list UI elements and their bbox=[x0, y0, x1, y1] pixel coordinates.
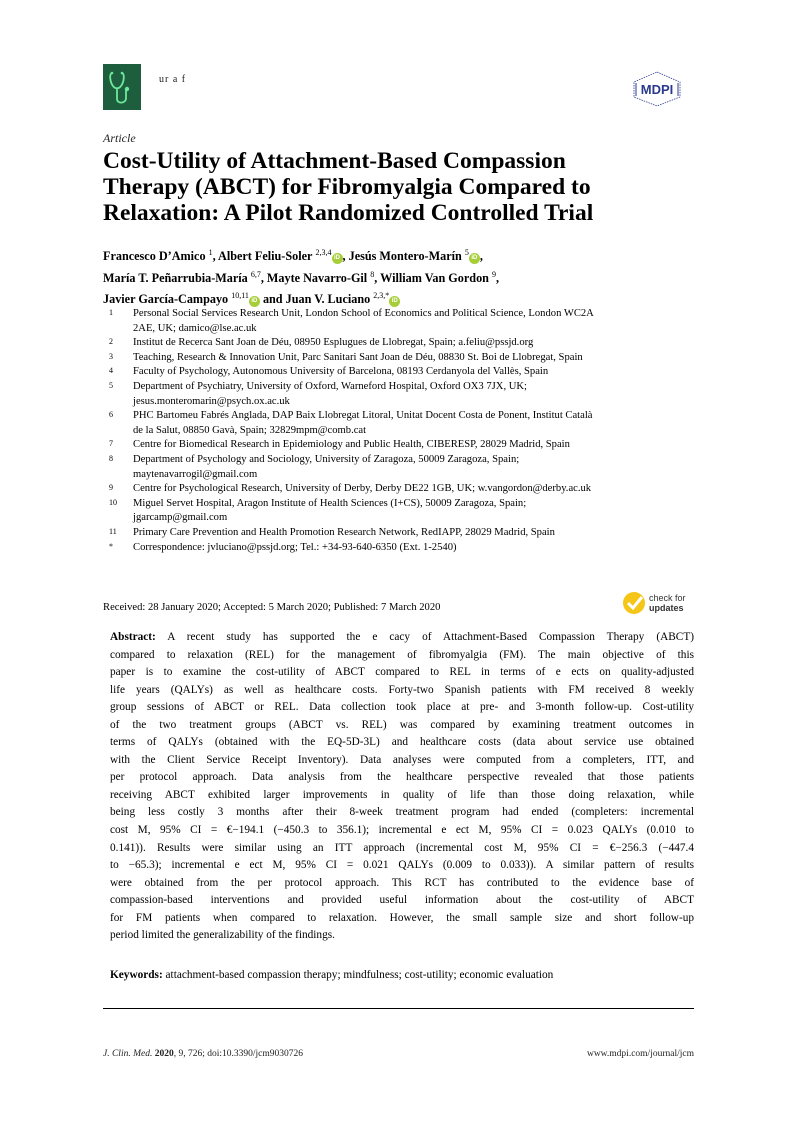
article-title bbox=[103, 148, 703, 226]
orcid-icon[interactable]: iD bbox=[469, 253, 480, 264]
affiliation-item: 11 Primary Care Prevention and Health Promotion Research Network, RedIAPP, 28029 Madrid, Spain bbox=[109, 526, 555, 538]
affiliation-item: 3 Teaching, Research & Innovation Unit, Parc Sanitari Sant Joan de Déu, 08830 St. Boi de Llobregat, Spain bbox=[109, 351, 583, 363]
affiliation-list bbox=[103, 307, 698, 555]
author-name: Javier García-Campayo bbox=[103, 292, 229, 306]
affiliation-item: 9 Centre for Psychological Research, University of Derby, Derby DE22 1GB, UK; w.vangordon@derby.ac.uk bbox=[109, 483, 592, 495]
author-name: Albert Feliu-Soler bbox=[218, 249, 313, 263]
affiliation-ref: 10,11 bbox=[231, 291, 249, 300]
orcid-icon[interactable]: iD bbox=[332, 253, 343, 264]
check-for-updates-button[interactable]: check for updates bbox=[623, 590, 701, 618]
journal-url-link[interactable]: www.mdpi.com/journal/jcm bbox=[586, 1049, 694, 1059]
publication-dates: Received: 28 January 2020; Accepted: 5 March 2020; Published: 7 March 2020 bbox=[103, 602, 441, 613]
affiliation-item: 2 Institut de Recerca Sant Joan de Déu, 08950 Esplugues de Llobregat, Spain; a.feliu@pssjd.org bbox=[109, 337, 534, 349]
author-name: María T. Peñarrubia-María bbox=[103, 270, 248, 285]
affiliation-ref: 8 bbox=[370, 269, 375, 279]
abstract: Abstract: A recent study has supported the e cacy of Attachment-Based Compassion Therapy (ABCT) compared to relaxation (REL) for the management of fibromyalgia (FM). The main objective of this paper is to examine the cost-utility of ABCT compared to REL in terms of e ects on quality-adjusted life years (QALYs) as well as healthcare costs. Forty-two Spanish patients with FM received 8 weekly group sessions of ABCT or REL. Data collection took place at pre- and 3-month follow-up. Cost-utility of the two treatment groups (ABCT vs. REL) was compared by examining treatment outcomes in terms of QALYs (obtained with the EQ-5D-3L) and healthcare costs (data about service use obtained with the Client Service Receipt Inventory). Data analyses were computed from a completers, ITT, and per protocol approach. Data analysis from the healthcare perspective revealed that those patients receiving ABCT exhibited larger improvements in quality of life than those doing relaxation, while being less costly 3 months after their 8-week treatment program had ended (completers: incremental cost M, 95% CI = €−194.1 (−450.3 to 356.1); incremental e ect M, 95% CI = 0.023 QALYs (0.010 to 0.141)). Results were similar using an ITT approach (incremental cost M, 95% CI = €−256.3 (−447.4 to −65.3); incremental e ect M, 95% CI = 0.021 QALYs (0.009 to 0.033)). A similar pattern of results were obtained from the per protocol approach. This RCT has contributed to the evidence base of compassion-based interventions and provided useful information about the cost-utility of ABCT for FM patients when compared to relaxation. However, the small sample size and short follow-up period limited the generalizability of the findings. bbox=[110, 631, 694, 942]
title-line: Therapy (ABCT) for Fibromyalgia Compared to bbox=[103, 174, 591, 200]
journal-logo bbox=[103, 64, 141, 110]
author-name: Juan V. Luciano bbox=[285, 292, 371, 306]
citation-volume-doi: , 9, 726; doi:10.3390/jcm9030726 bbox=[173, 1049, 304, 1059]
journal-name: ur a f bbox=[159, 74, 187, 85]
author-name: Mayte Navarro-Gil bbox=[266, 270, 368, 285]
author-name: Jesús Montero-Marín bbox=[348, 249, 462, 263]
affiliation-item: 5 Department of Psychiatry, University of Oxford, Warneford Hospital, Oxford OX3 7JX, UK; jesus.monteromarin@psych.ox.ac.uk bbox=[109, 380, 527, 407]
mdpi-logo-text: MDPI bbox=[640, 82, 674, 97]
article-type: Article bbox=[103, 131, 136, 145]
keywords-text: attachment-based compassion therapy; mindfulness; cost-utility; economic evaluation bbox=[162, 969, 554, 981]
divider bbox=[103, 1008, 694, 1009]
orcid-icon[interactable]: iD bbox=[249, 296, 260, 307]
title-line: Relaxation: A Pilot Randomized Controlled Trial bbox=[103, 200, 594, 226]
author-conjunction: and bbox=[262, 292, 283, 306]
affiliation-ref: 5 bbox=[464, 248, 469, 257]
citation-year: 2020 bbox=[154, 1049, 174, 1059]
orcid-icon[interactable]: iD bbox=[389, 296, 400, 307]
affiliation-item: 1 Personal Social Services Research Unit, London School of Economics and Political Science, London WC2A 2AE, UK; damico@lse.ac.uk bbox=[109, 308, 594, 334]
keywords-label: Keywords: bbox=[110, 969, 163, 981]
citation-footer bbox=[103, 1049, 303, 1059]
author-list: Francesco D’Amico $^1$, Albert Feliu-Soler $^{2,3,4}$iD , Jesús Montero-Marín $^5$iD , María T. Peñarrubia-María $^{6,7}$, Mayte Navarro-Gil $^8$, William Van Gordon $^9$, Javier García-Campayo $^{10,11}$iD and Juan V. Luciano $^{2,3,*}$iD bbox=[103, 248, 500, 306]
check-badge-icon bbox=[623, 592, 645, 614]
affiliation-item: 6 PHC Bartomeu Fabrés Anglada, DAP Baix Llobregat Litoral, Unitat Docent Costa de Ponent, Institut Català de la Salut, 08850 Gavà, Spain; 32829mpm@comb.cat bbox=[109, 410, 593, 436]
correspondence-item: * Correspondence: jvluciano@pssjd.org; Tel.: +34-93-640-6350 (Ext. 1-2540) bbox=[109, 541, 457, 553]
affiliation-ref: 2,3,* bbox=[373, 291, 390, 300]
abstract-label: Abstract: bbox=[110, 631, 156, 643]
author-name: Francesco D’Amico bbox=[103, 249, 206, 263]
affiliation-item: 10 Miguel Servet Hospital, Aragon Institute of Health Sciences (I+CS), 50009 Zaragoza, Spain; jgarcamp@gmail.com bbox=[109, 497, 527, 524]
keywords bbox=[110, 969, 553, 981]
title-line: Cost-Utility of Attachment-Based Compassion bbox=[103, 148, 566, 174]
affiliation-item: 4 Faculty of Psychology, Autonomous University of Barcelona, 08193 Cerdanyola del Vallès, Spain bbox=[109, 366, 549, 378]
author-name: William Van Gordon bbox=[380, 270, 489, 285]
journal-abbrev: J. Clin. Med. bbox=[103, 1049, 153, 1059]
mdpi-logo[interactable] bbox=[632, 71, 682, 107]
affiliation-ref: 2,3,4 bbox=[315, 248, 332, 257]
affiliation-ref: 1 bbox=[208, 248, 213, 257]
affiliation-item: 8 Department of Psychology and Sociology, University of Zaragoza, 50009 Zaragoza, Spain; maytenavarrogil@gmail.com bbox=[109, 453, 520, 480]
affiliation-item: 7 Centre for Biomedical Research in Epidemiology and Public Health, CIBERESP, 28029 Madrid, Spain bbox=[109, 439, 570, 451]
affiliation-ref: 9 bbox=[492, 269, 496, 279]
affiliation-ref: 6,7 bbox=[250, 269, 261, 279]
stethoscope-icon bbox=[103, 64, 141, 110]
